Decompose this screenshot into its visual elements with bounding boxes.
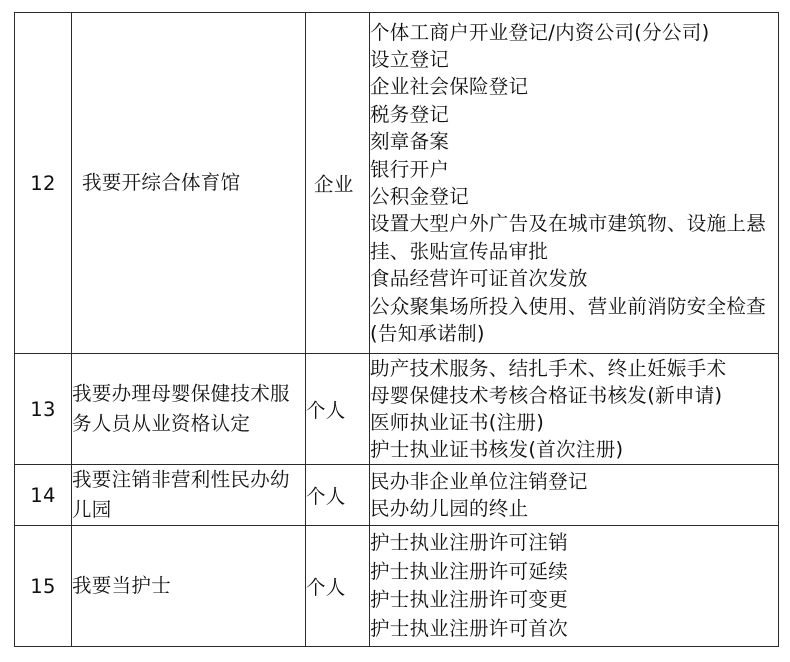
applicant-type: 个人	[306, 465, 370, 526]
list-item: 护士执业注册许可延续	[370, 559, 569, 583]
service-name: 我要注销非营利性民办幼儿园	[72, 465, 306, 526]
row-number: 14	[15, 465, 72, 526]
table-row	[15, 354, 779, 465]
table-row	[15, 465, 779, 526]
applicant-type: 个人	[306, 526, 370, 647]
list-item: 护士执业注册许可变更	[370, 588, 569, 611]
service-items-table	[14, 12, 779, 647]
list-item: 母婴保健技术考核合格证书核发(新申请)	[370, 384, 723, 407]
row-number: 13	[15, 354, 72, 465]
list-item: 刻章备案	[370, 130, 450, 154]
list-item: 个体工商户开业登记/内资公司(分公司)	[370, 20, 710, 44]
list-item: 公积金登记	[370, 185, 470, 208]
list-item: 银行开户	[370, 157, 450, 181]
row-number: 15	[15, 526, 72, 647]
list-item: 医师执业证书(注册)	[370, 411, 545, 434]
list-item: 设立登记	[370, 47, 450, 71]
service-name: 我要当护士	[72, 526, 306, 647]
list-item: 护士执业证书核发(首次注册)	[370, 438, 624, 461]
service-name: 我要开综合体育馆	[72, 13, 306, 354]
item-list	[370, 465, 779, 526]
list-item: 税务登记	[370, 102, 450, 126]
list-item: 公众聚集场所投入使用、营业前消防安全检查(告知承诺制)	[370, 294, 767, 346]
table-row	[15, 526, 779, 647]
table-row	[15, 13, 779, 354]
list-item: 民办幼儿园的终止	[370, 497, 529, 520]
list-item: 护士执业注册许可首次	[370, 616, 569, 640]
service-name: 我要办理母婴保健技术服务人员从业资格认定	[72, 354, 306, 465]
item-list	[370, 526, 779, 647]
list-item: 食品经营许可证首次发放	[370, 267, 588, 291]
row-number: 12	[15, 13, 72, 354]
list-item: 民办非企业单位注销登记	[370, 470, 588, 493]
list-item: 助产技术服务、结扎手术、终止妊娠手术	[370, 357, 727, 380]
applicant-type: 企业	[306, 13, 370, 354]
item-list	[370, 13, 779, 354]
applicant-type: 个人	[306, 354, 370, 465]
item-list	[370, 354, 779, 465]
list-item: 设置大型户外广告及在城市建筑物、设施上悬挂、张贴宣传品审批	[370, 212, 767, 263]
list-item: 企业社会保险登记	[370, 75, 529, 99]
list-item: 护士执业注册许可注销	[370, 531, 569, 554]
